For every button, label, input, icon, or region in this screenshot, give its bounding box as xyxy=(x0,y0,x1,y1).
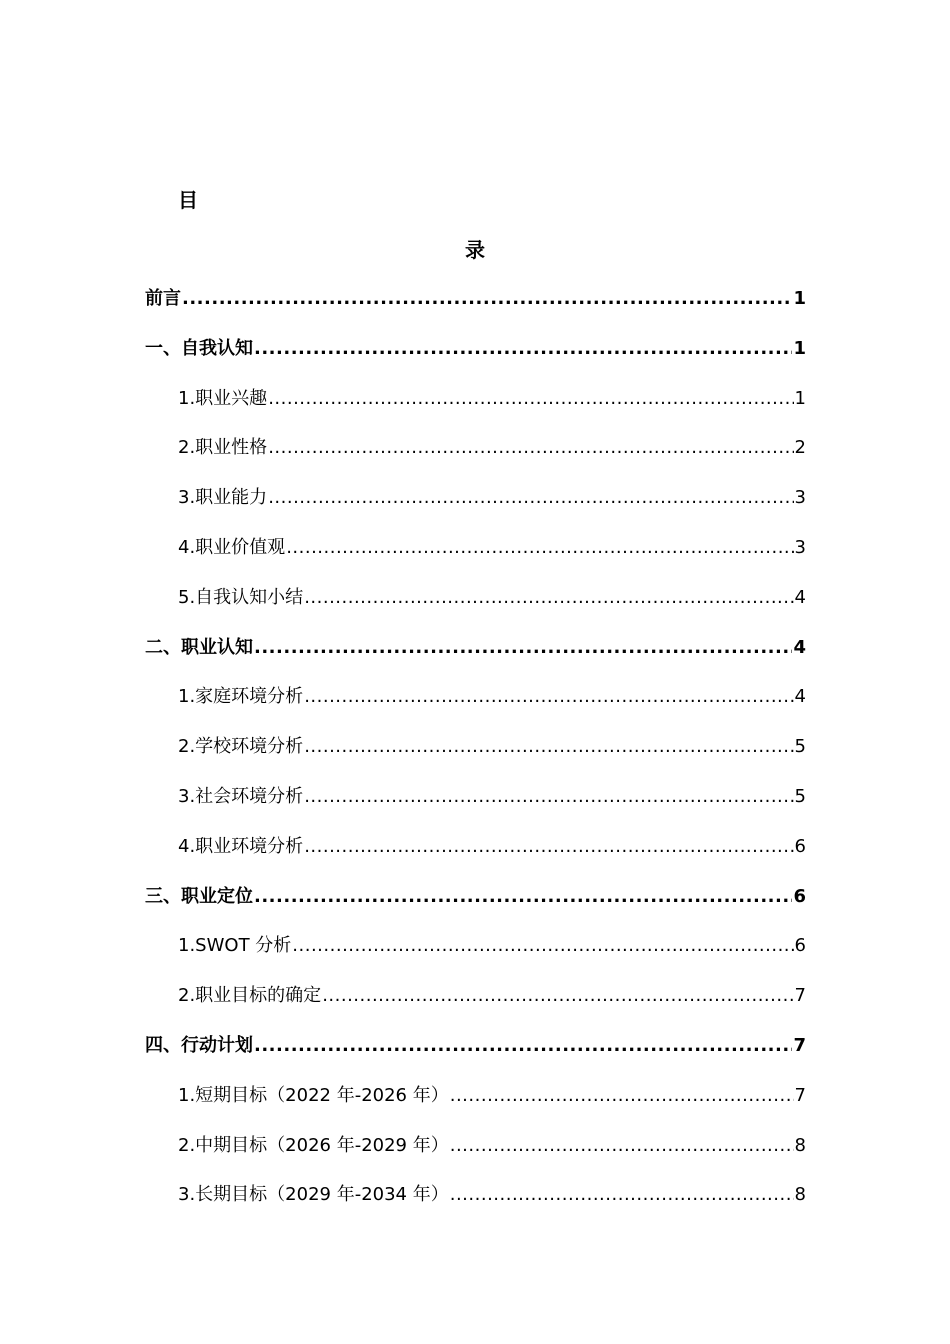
dot-leader xyxy=(304,832,793,862)
toc-entry-page-number: 1 xyxy=(793,337,806,359)
toc-entry-career-goal[interactable] xyxy=(0,981,806,1031)
toc-entry-long-term-goal[interactable] xyxy=(0,1180,806,1230)
dot-leader xyxy=(450,1180,794,1210)
dot-leader xyxy=(254,882,792,912)
toc-entry-mid-term-goal[interactable] xyxy=(0,1131,806,1181)
toc-entry-title: 2.中期目标（2026 年-2029 年） xyxy=(178,1134,449,1156)
toc-entry-title: 1.家庭环境分析 xyxy=(178,686,304,708)
dot-leader xyxy=(304,583,793,613)
toc-entry-self-awareness-summary[interactable] xyxy=(0,583,806,633)
toc-entry-title: 二、职业认知 xyxy=(145,636,253,658)
dot-leader xyxy=(292,931,793,961)
toc-entry-page-number: 3 xyxy=(794,536,806,558)
toc-entry-family-environment[interactable] xyxy=(0,682,806,732)
dot-leader xyxy=(304,682,793,712)
dot-leader xyxy=(182,284,792,314)
toc-entry-page-number: 1 xyxy=(794,387,806,409)
toc-entry-title: 5.自我认知小结 xyxy=(178,586,304,608)
toc-entry-career-positioning[interactable] xyxy=(0,882,806,932)
toc-entry-title: 前言 xyxy=(145,288,181,309)
toc-entry-career-interest[interactable] xyxy=(0,384,806,434)
toc-entry-page-number: 6 xyxy=(794,835,806,857)
toc-entry-career-personality[interactable] xyxy=(0,433,806,483)
dot-leader xyxy=(268,384,793,414)
toc-entry-page-number: 6 xyxy=(794,935,806,957)
dot-leader xyxy=(304,732,793,762)
toc-entry-page-number: 8 xyxy=(794,1184,806,1206)
toc-entry-swot-analysis[interactable] xyxy=(0,931,806,981)
toc-entry-title: 4.职业价值观 xyxy=(178,536,286,558)
toc-entry-page-number: 2 xyxy=(794,437,806,459)
toc-entry-title: 4.职业环境分析 xyxy=(178,835,304,857)
dot-leader xyxy=(268,433,793,463)
toc-entry-title: 一、自我认知 xyxy=(145,337,253,359)
toc-entry-title: 1.SWOT 分析 xyxy=(178,935,292,957)
dot-leader xyxy=(268,483,793,513)
toc-entry-page-number: 1 xyxy=(793,288,806,309)
toc-entry-page-number: 4 xyxy=(794,686,806,708)
toc-entry-page-number: 5 xyxy=(794,736,806,758)
toc-entry-short-term-goal[interactable] xyxy=(0,1081,806,1131)
toc-entry-career-awareness[interactable] xyxy=(0,633,806,683)
toc-entry-title: 2.职业目标的确定 xyxy=(178,985,322,1007)
toc-entry-action-plan[interactable] xyxy=(0,1031,806,1081)
toc-heading-part-1: 目 xyxy=(178,188,198,212)
toc-entry-title: 1.职业兴趣 xyxy=(178,387,268,409)
toc-entry-page-number: 7 xyxy=(793,1034,806,1056)
toc-entry-career-ability[interactable] xyxy=(0,483,806,533)
toc-entry-page-number: 8 xyxy=(794,1134,806,1156)
toc-entry-title: 四、行动计划 xyxy=(145,1034,253,1056)
dot-leader xyxy=(254,633,792,663)
toc-entry-title: 3.职业能力 xyxy=(178,487,268,509)
toc-entry-page-number: 4 xyxy=(793,636,806,658)
toc-entry-social-environment[interactable] xyxy=(0,782,806,832)
toc-entry-title: 3.社会环境分析 xyxy=(178,785,304,807)
toc-entry-title: 三、职业定位 xyxy=(145,885,253,907)
toc-entry-title: 2.职业性格 xyxy=(178,437,268,459)
toc-entry-title: 1.短期目标（2022 年-2026 年） xyxy=(178,1084,449,1106)
toc-entry-preface[interactable] xyxy=(0,284,806,334)
dot-leader xyxy=(254,1031,792,1061)
toc-entry-page-number: 5 xyxy=(794,785,806,807)
dot-leader xyxy=(322,981,793,1011)
dot-leader xyxy=(304,782,793,812)
toc-entry-page-number: 3 xyxy=(794,487,806,509)
table-of-contents xyxy=(0,284,950,1230)
dot-leader xyxy=(286,533,793,563)
toc-entry-school-environment[interactable] xyxy=(0,732,806,782)
toc-heading-part-2: 录 xyxy=(465,238,485,262)
toc-entry-career-environment[interactable] xyxy=(0,832,806,882)
toc-entry-title: 2.学校环境分析 xyxy=(178,736,304,758)
toc-entry-self-awareness[interactable] xyxy=(0,334,806,384)
toc-entry-page-number: 6 xyxy=(793,885,806,907)
toc-entry-career-values[interactable] xyxy=(0,533,806,583)
toc-entry-page-number: 7 xyxy=(794,1084,806,1106)
toc-entry-page-number: 7 xyxy=(794,985,806,1007)
dot-leader xyxy=(450,1081,794,1111)
toc-entry-page-number: 4 xyxy=(794,586,806,608)
dot-leader xyxy=(254,334,792,364)
dot-leader xyxy=(450,1131,794,1161)
toc-entry-title: 3.长期目标（2029 年-2034 年） xyxy=(178,1184,449,1206)
